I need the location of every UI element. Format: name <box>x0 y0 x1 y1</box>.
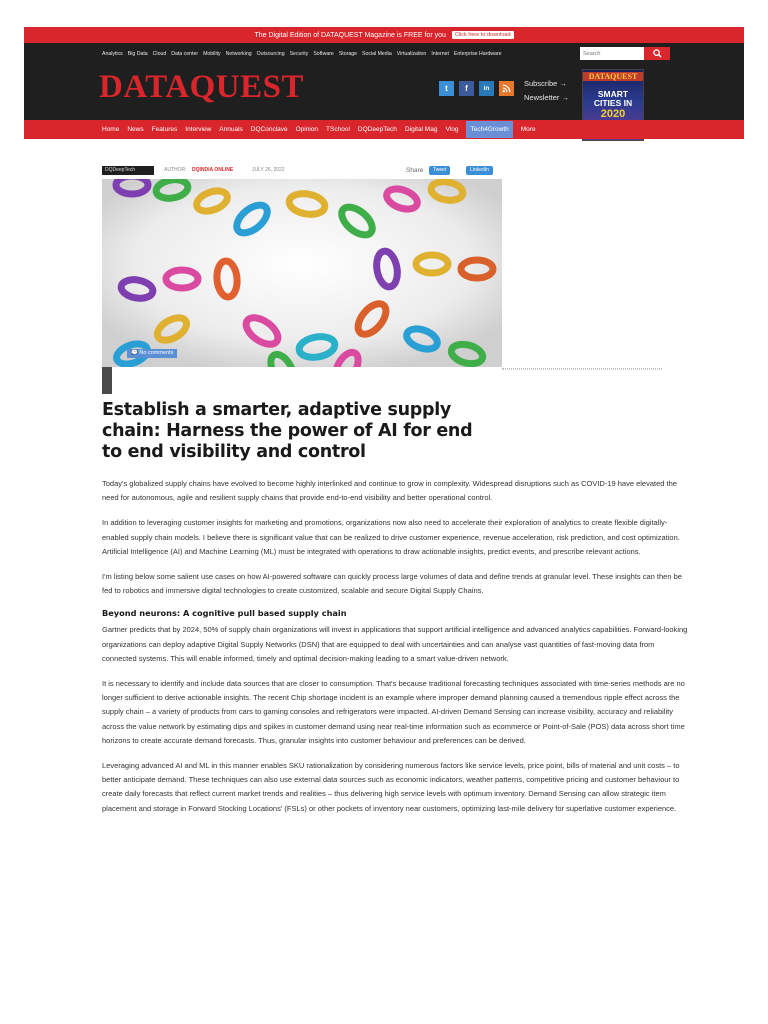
facebook-icon[interactable]: f <box>459 81 474 96</box>
topic-nav-item[interactable]: Enterprise Hardware <box>453 51 502 57</box>
nav-vlog[interactable]: Vlog <box>445 126 459 133</box>
tweet-button[interactable]: Tweet <box>429 166 450 175</box>
paragraph: Gartner predicts that by 2024, 50% of supply chain organizations will invest in applications that support artificial intelligence and advanced analytics capabilities. Forward-looking organizations can deploy adaptive Digital Supply Networks (DSN) that are equipped to deal with uncertainties and can analyse vast quantities of fast-moving data from connected systems. This will enable informed, timely and optimal decision-making leading to a smart value-driven network. <box>102 625 688 663</box>
hero-caption-area <box>102 367 502 394</box>
topic-nav <box>102 51 501 57</box>
rss-glyph-icon <box>502 84 511 93</box>
topic-nav-item[interactable]: Mobility <box>203 51 221 57</box>
nav-digital-mag[interactable]: Digital Mag <box>404 126 438 133</box>
publish-date: JULY 26, 2022 <box>252 167 285 173</box>
linkedin-share-button[interactable]: LinkedIn <box>466 166 493 175</box>
paragraph: I'm listing below some salient use cases on how AI-powered software can quickly process large volumes of data and define trends at granular level. These insights can then be fed to robotics and immersive digital technologies to create customized, scalable and secure Digital Supply Chains. <box>102 572 682 596</box>
topic-nav-item[interactable]: Storage <box>338 51 357 57</box>
site-header <box>24 43 744 120</box>
subscribe-link[interactable]: Subscribe → <box>524 79 567 88</box>
nav-dqdeeptech[interactable]: DQDeepTech <box>357 126 397 133</box>
category-badge[interactable]: DQDeepTech <box>102 166 154 175</box>
comment-icon: 💬 <box>131 350 138 356</box>
linkedin-icon[interactable]: in <box>479 81 494 96</box>
search-button[interactable] <box>644 47 670 60</box>
topic-nav-item[interactable]: Software <box>313 51 334 57</box>
topic-nav-item[interactable]: Virtualization <box>396 51 427 57</box>
magazine-year: 2020 <box>600 108 626 120</box>
promo-bar <box>24 27 744 43</box>
newsletter-link[interactable]: Newsletter → <box>524 93 570 102</box>
comments-badge[interactable] <box>127 349 177 358</box>
topic-nav-item[interactable]: Outsourcing <box>256 51 285 57</box>
section-heading: Beyond neurons: A cognitive pull based supply chain <box>102 608 347 619</box>
nav-tschool[interactable]: TSchool <box>326 126 350 133</box>
paragraph: It is necessary to identify and include data sources that are closer to consumption. That's because traditional forecasting techniques associated with time-series methods are no longer sufficient to derive actionable insights. The recent Chip shortage incident is an example where improper demand planning caused a tremendous ripple effect across the supply chain – a variety of products from cars to gaming consoles and refrigerators were impacted. AI-driven Demand Sensing can increase visibility, accuracy and reliability across the value network by estimating dips and spikes in customer demand using near real-time information such as ecommerce or Point-of-Sale (POS) data across short time horizons to create accurate demand forecasts. Thus, granular insights into customer behaviour and preferences can be derived. <box>102 679 685 745</box>
chain-links-illustration <box>102 179 502 367</box>
topic-nav-item[interactable]: Cloud <box>152 51 167 57</box>
paragraph: In addition to leveraging customer insights for marketing and promotions, organizations now also need to accelerate their exploration of analytics to create flexible digitally-enabled supply chain models. I believe there is significant value that can be realized to drive customer experience, revenue acceleration, risk prediction, and cost optimization. Artificial Intelligence (AI) and Machine Learning (ML) must be integrated with operations to draw actionable insights, predict events, and prescribe relevant actions. <box>102 518 680 556</box>
topic-nav-item[interactable]: Security <box>289 51 309 57</box>
nav-news[interactable]: News <box>127 126 144 133</box>
topic-nav-item[interactable]: Social Media <box>362 51 392 57</box>
nav-features[interactable]: Features <box>151 126 178 133</box>
rss-icon[interactable] <box>499 81 514 96</box>
paragraph: Today's globalized supply chains have evolved to become highly interlinked and continue to grow in complexity. Widespread disruptions such as COVID-19 have elevated the need for autonomous, agile and resilient supply chains that provide end-to-end visibility and better operational control. <box>102 479 677 503</box>
comments-count: No comments <box>139 350 174 356</box>
nav-tech4growth[interactable]: Tech4Growth <box>466 121 512 138</box>
magazine-brand: DATAQUEST <box>583 72 643 81</box>
download-magazine-button[interactable]: Click here to download <box>452 31 514 39</box>
paragraph: Leveraging advanced AI and ML in this manner enables SKU rationalization by considering numerous factors like service levels, price point, bills of material and unit costs – to better anticipate demand. These techniques can also use external data sources such as economic indicators, weather patterns, competitive pricing and customer behaviour to create daily forecasts that reflect current market trends and realities – thus delivering high service levels with optimum inventory. Demand Sensing can allow strategic item placement and storage in Forward Stocking Locations' (FSLs) or other pockets of inventory near customers, optimizing last-mile delivery for superlative customer experience. <box>102 761 680 813</box>
topic-nav-item[interactable]: Big Data <box>127 51 148 57</box>
magazine-title <box>583 90 643 108</box>
main-nav <box>24 120 744 139</box>
magazine-title-line: CITIES IN <box>593 98 633 108</box>
article-meta <box>102 165 502 177</box>
author-link[interactable]: DQINDIA ONLINE <box>192 167 234 173</box>
divider <box>502 368 662 370</box>
site-logo[interactable]: DATAQUEST <box>99 69 304 105</box>
hero-image <box>102 179 502 367</box>
search-icon <box>653 49 662 58</box>
author-label: AUTHOR: <box>164 167 187 173</box>
share-label: Share <box>406 167 424 174</box>
nav-interview[interactable]: Interview <box>185 126 212 133</box>
nav-home[interactable]: Home <box>102 126 120 133</box>
topic-nav-item[interactable]: Analytics <box>102 51 123 57</box>
topic-nav-item[interactable]: Networking <box>225 51 252 57</box>
nav-opinion[interactable]: Opinion <box>295 126 319 133</box>
twitter-icon[interactable]: t <box>439 81 454 96</box>
nav-annuals[interactable]: Annuals <box>219 126 243 133</box>
nav-more[interactable]: More <box>520 126 536 133</box>
magazine-title-line: SMART <box>597 89 629 99</box>
article-title: Establish a smarter, adaptive supply chain: Harness the power of AI for end to end visibility and control <box>102 400 473 462</box>
article-body <box>102 477 688 827</box>
promo-text: The Digital Edition of DATAQUEST Magazine is FREE for you <box>254 31 446 39</box>
search-input[interactable] <box>580 47 644 60</box>
topic-nav-item[interactable]: Internet <box>431 51 449 57</box>
topic-nav-item[interactable]: Data center <box>171 51 199 57</box>
nav-dqconclave[interactable]: DQConclave <box>250 126 288 133</box>
